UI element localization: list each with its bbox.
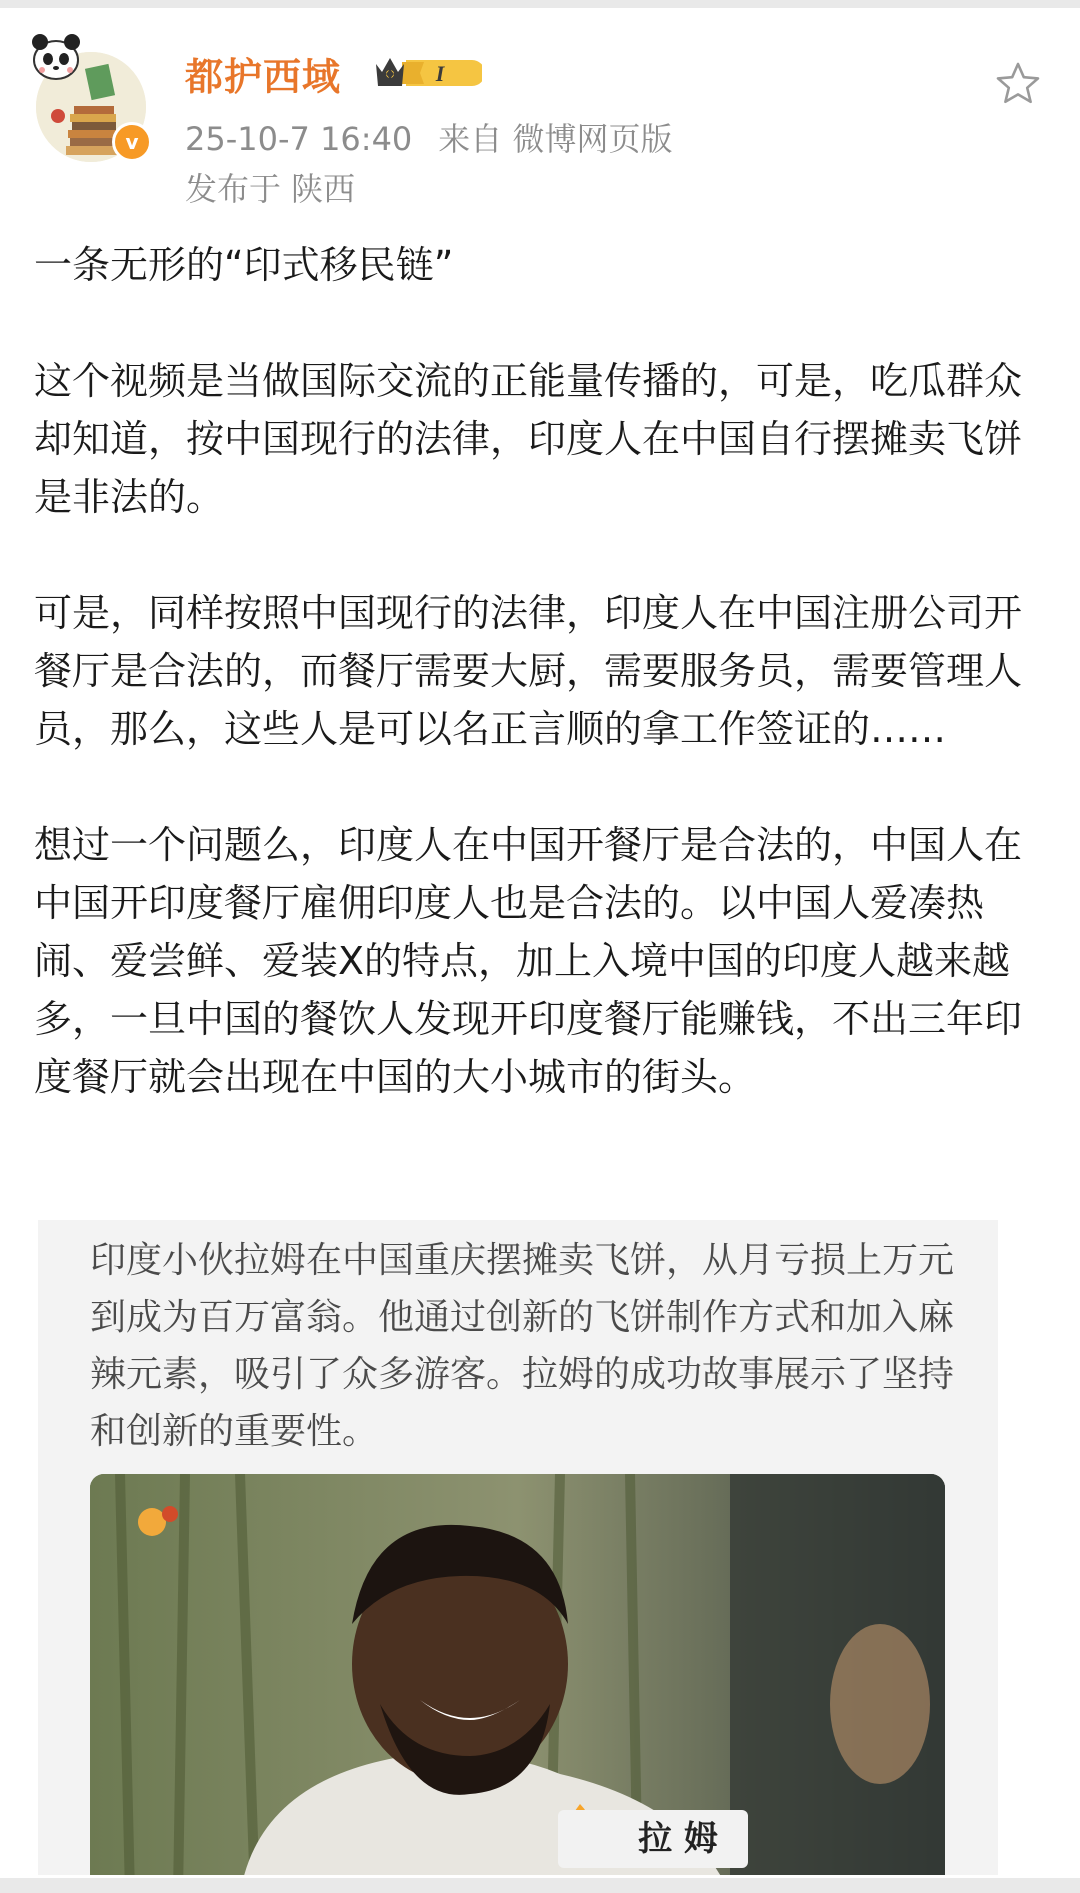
post-source: 来自 微博网页版 bbox=[438, 120, 673, 158]
post-paragraph: 这个视频是当做国际交流的正能量传播的，可是，吃瓜群众却知道，按中国现行的法律，印度人在中国自行摆摊卖飞饼是非法的。 bbox=[34, 359, 1023, 519]
post-body bbox=[34, 236, 1044, 1106]
image-photo bbox=[90, 1474, 945, 1875]
post-title: 一条无形的“印式移民链” bbox=[34, 243, 454, 287]
post-meta bbox=[185, 114, 672, 160]
favorite-button[interactable] bbox=[994, 60, 1042, 108]
post-paragraph: 想过一个问题么，印度人在中国开餐厅是合法的，中国人在中国开印度餐厅雇佣印度人也是合法的。以中国人爱凑热闹、爱尝鲜、爱装X的特点，加上入境中国的印度人越来越多，一旦中国的餐饮人发现开印度餐厅能赚钱，不出三年印度餐厅就会出现在中国的大小城市的街头。 bbox=[34, 823, 1023, 1099]
star-outline-icon bbox=[994, 60, 1042, 108]
verified-badge-icon: v bbox=[112, 122, 152, 162]
post-image[interactable] bbox=[38, 1220, 998, 1875]
top-strip bbox=[0, 0, 1080, 8]
vip-level-badge[interactable] bbox=[372, 52, 482, 94]
post-location: 发布于 陕西 bbox=[185, 170, 356, 208]
post-paragraph: 可是，同样按照中国现行的法律，印度人在中国注册公司开餐厅是合法的，而餐厅需要大厨，需要服务员，需要管理人员，那么，这些人是可以名正言顺的拿工作签证的…… bbox=[34, 591, 1023, 751]
panda-icon bbox=[28, 30, 88, 82]
post-timestamp[interactable]: 25-10-7 16:40 bbox=[185, 120, 413, 158]
name-tag: 拉 姆 bbox=[558, 1810, 748, 1868]
vip-level-text: I bbox=[435, 61, 445, 86]
username[interactable]: 都护西域 bbox=[185, 55, 342, 99]
image-caption: 印度小伙拉姆在中国重庆摆摊卖飞饼，从月亏损上万元到成为百万富翁。他通过创新的飞饼制作方式和加入麻辣元素，吸引了众多游客。拉姆的成功故事展示了坚持和创新的重要性。 bbox=[90, 1240, 955, 1452]
bottom-strip bbox=[0, 1878, 1080, 1893]
